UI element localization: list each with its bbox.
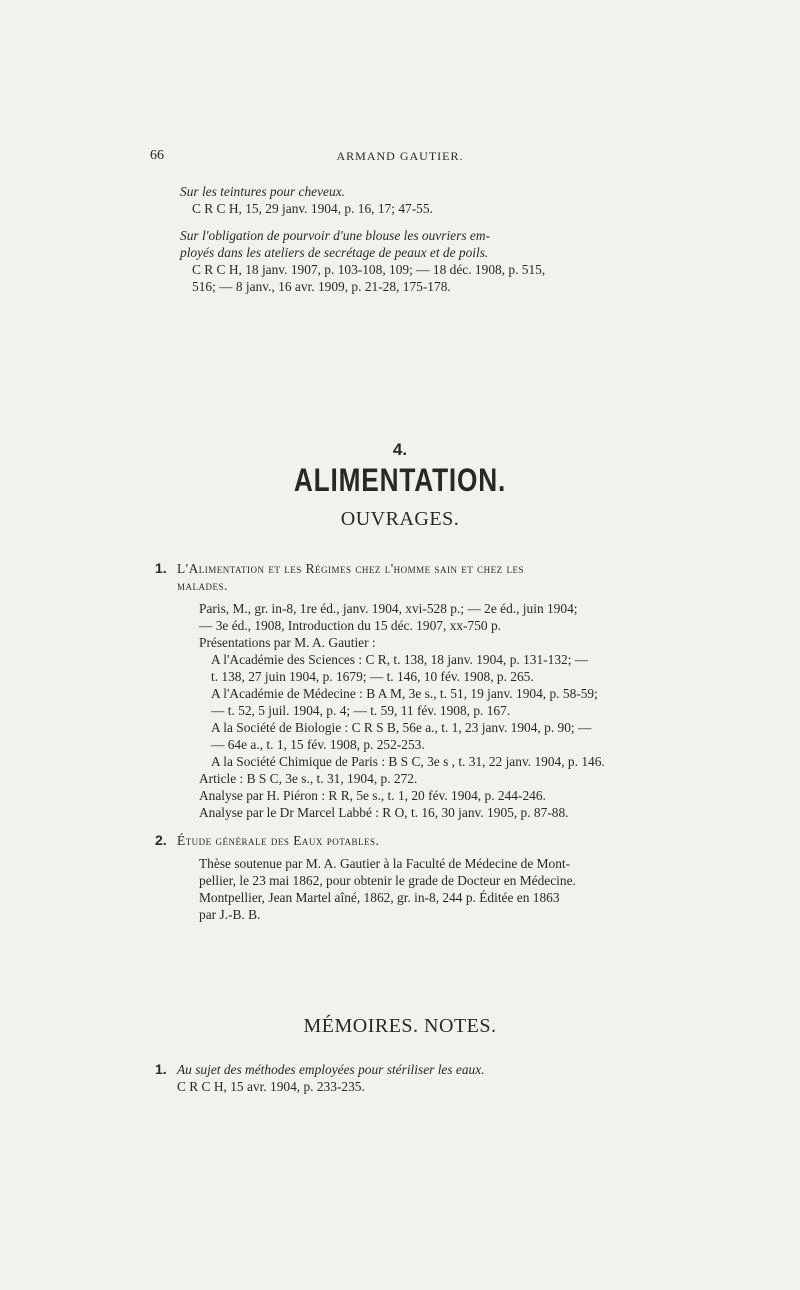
item-line: Montpellier, Jean Martel aîné, 1862, gr. in-8, 244 p. Éditée en 1863 [199,890,560,905]
memoires-heading: MÉMOIRES. NOTES. [303,1015,497,1037]
running-head: ARMAND GAUTIER. [336,149,464,163]
item-line: Analyse par le Dr Marcel Labbé : R O, t. 16, 30 janv. 1905, p. 87-88. [199,805,569,820]
ouvrages-heading: OUVRAGES. [340,508,460,530]
section-number: 4. [392,440,408,459]
entry-title: Sur les teintures pour cheveux. [180,184,345,199]
item-line: Présentations par M. A. Gautier : [199,635,376,650]
item-line: — t. 52, 5 juil. 1904, p. 4; — t. 59, 11 fév. 1908, p. 167. [211,703,511,718]
item-line: Article : B S C, 3e s., t. 31, 1904, p. 272. [199,771,418,786]
entry-title-line2: ployés dans les ateliers de secrétage de peaux et de poils. [180,245,489,260]
item-title: Au sujet des méthodes employées pour stériliser les eaux. [177,1062,485,1077]
item-title-line1: Étude générale des Eaux potables. [177,833,380,848]
item-ref: C R C H, 15 avr. 1904, p. 233-235. [177,1079,365,1094]
item-number: 1. [155,560,167,576]
item-line: Paris, M., gr. in-8, 1re éd., janv. 1904, xvi-528 p.; — 2e éd., juin 1904; [199,601,578,616]
page-number: 66 [150,148,164,163]
item-line: Analyse par H. Piéron : R R, 5e s., t. 1, 20 fév. 1904, p. 244-246. [199,788,546,803]
entry-ref-line1: C R C H, 18 janv. 1907, p. 103-108, 109; — 18 déc. 1908, p. 515, [192,262,546,277]
section-title: ALIMENTATION. [293,462,507,498]
item-line: — 3e éd., 1908, Introduction du 15 déc. 1907, xx-750 p. [199,618,501,633]
entry-teintures [180,183,740,217]
item-body [199,855,745,923]
item-line: par J.-B. B. [199,907,261,922]
item-line: A la Société de Biologie : C R S B, 56e a., t. 1, 23 janv. 1904, p. 90; — [211,720,592,735]
item-title-line2: malades. [177,578,228,593]
item-number: 2. [155,832,167,848]
item-line: A la Société Chimique de Paris : B S C, 3e s , t. 31, 22 janv. 1904, p. 146. [211,754,605,769]
page-header [150,148,650,168]
item-line: Thèse soutenue par M. A. Gautier à la Faculté de Médecine de Mont- [199,856,571,871]
item-line: A l'Académie des Sciences : C R, t. 138, 18 janv. 1904, p. 131-132; — [211,652,589,667]
item-line: pellier, le 23 mai 1862, pour obtenir le grade de Docteur en Médecine. [199,873,576,888]
item-line: A l'Académie de Médecine : B A M, 3e s., t. 51, 19 janv. 1904, p. 58-59; [211,686,598,701]
entry-ref-line2: 516; — 8 janv., 16 avr. 1909, p. 21-28, 175-178. [192,279,451,294]
item-title-line1: L'Alimentation et les Régimes chez l'homme sain et chez les [177,561,524,576]
entry-blouse [180,227,740,295]
entry-ref: C R C H, 15, 29 janv. 1904, p. 16, 17; 47-55. [192,201,433,216]
item-line: — 64e a., t. 1, 15 fév. 1908, p. 252-253. [211,737,425,752]
item-number: 1. [155,1061,167,1077]
item-body [199,600,745,821]
item-line: t. 138, 27 juin 1904, p. 1679; — t. 146, 10 fév. 1908, p. 265. [211,669,534,684]
entry-title-line1: Sur l'obligation de pourvoir d'une blouse les ouvriers em- [180,228,490,243]
